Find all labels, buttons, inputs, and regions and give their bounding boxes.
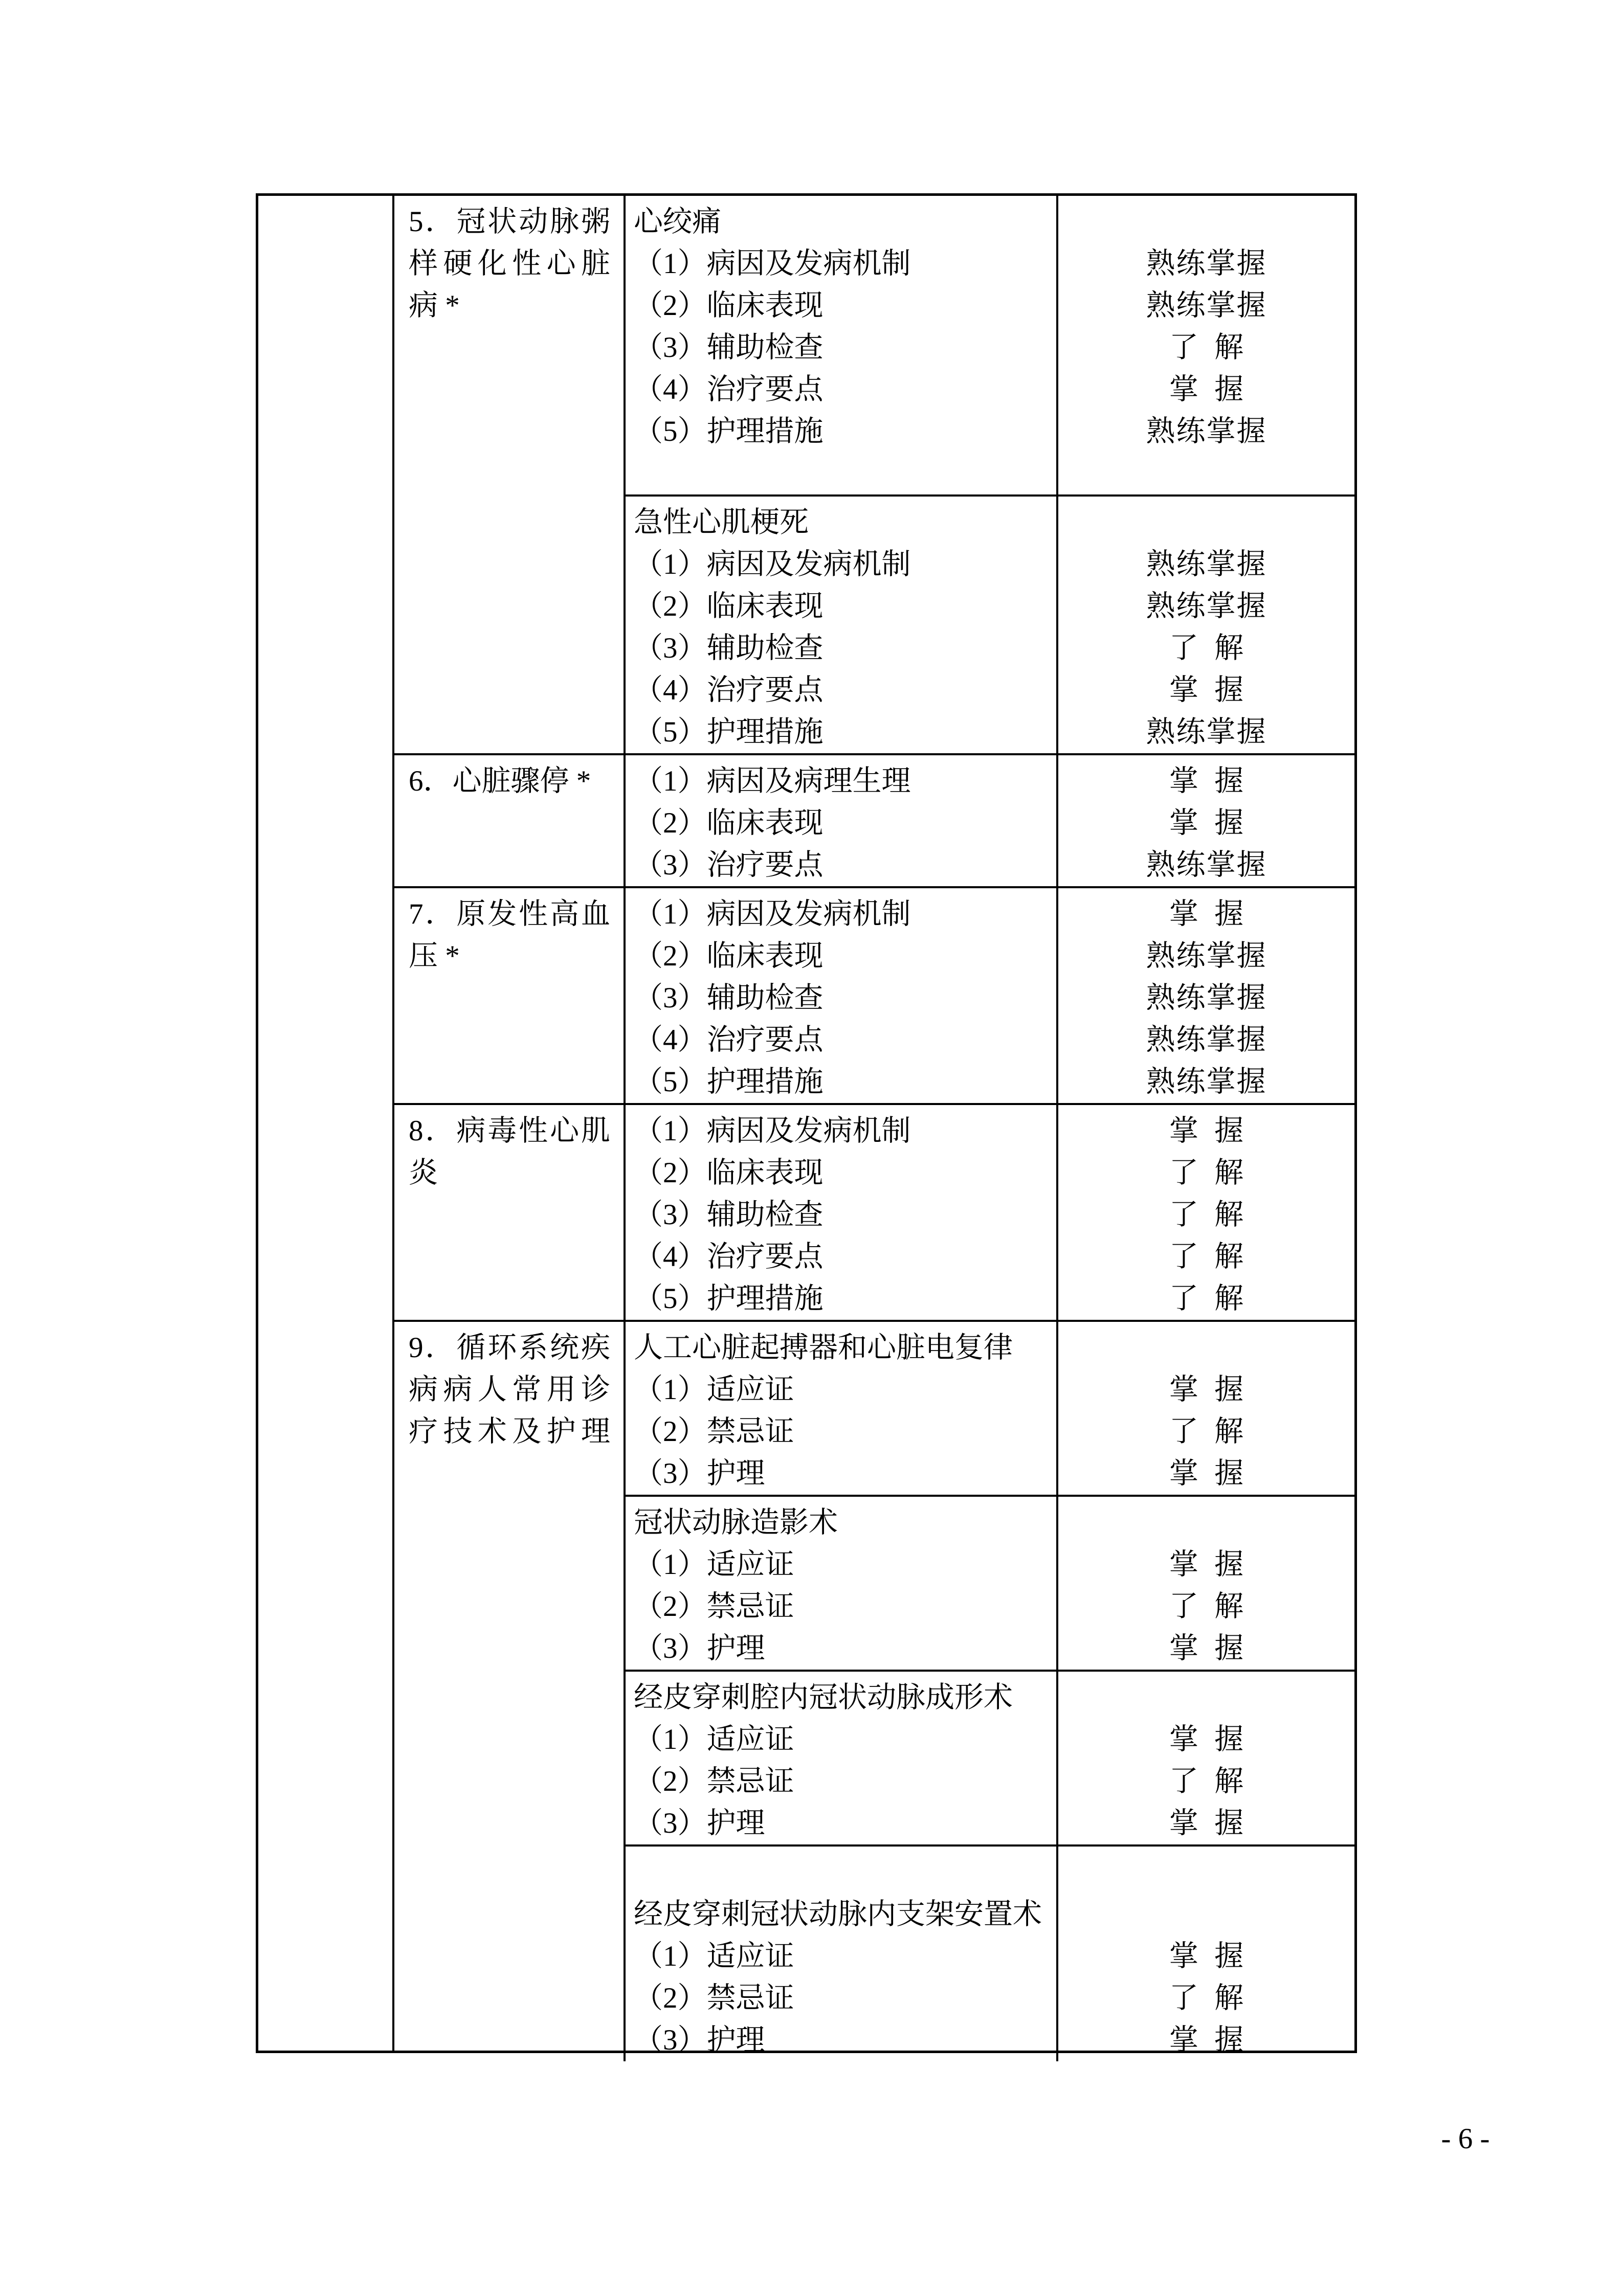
test-point-text: （2）临床表现 xyxy=(634,940,824,972)
table-section xyxy=(394,1322,1354,2061)
requirement-level: 了解 xyxy=(1169,1765,1260,1797)
requirement-level: 掌握 xyxy=(1169,1723,1260,1755)
topic-line: 6．心脏骤停 * xyxy=(409,765,591,797)
content-block xyxy=(626,1847,1354,2061)
test-points-cell xyxy=(626,1105,1056,1320)
topic-line: 9．循环系统疾 xyxy=(409,1332,610,1364)
requirement-level: 熟练掌握 xyxy=(1146,982,1267,1014)
requirement-cell xyxy=(1056,1105,1354,1320)
test-point-text: （2）禁忌证 xyxy=(634,1590,794,1623)
table-section xyxy=(394,888,1354,1105)
requirement-level: 掌握 xyxy=(1169,1548,1260,1581)
requirement-level: 了解 xyxy=(1169,331,1260,364)
requirement-level: 熟练掌握 xyxy=(1146,548,1267,580)
test-point-text: （2）禁忌证 xyxy=(634,1415,794,1448)
requirement-level: 熟练掌握 xyxy=(1146,849,1267,881)
requirement-level: 了解 xyxy=(1169,1199,1260,1231)
test-point-text: （1）病因及发病机制 xyxy=(634,548,911,580)
test-point-text: （2）临床表现 xyxy=(634,1157,824,1189)
topic-cell xyxy=(394,1322,626,2061)
test-point-text: （1）病因及发病机制 xyxy=(634,247,911,280)
topic-line: 7．原发性高血 xyxy=(409,898,610,930)
requirement-level xyxy=(1058,453,1354,494)
content-block xyxy=(626,1105,1354,1320)
requirement-cell xyxy=(1056,1497,1354,1670)
requirement-level: 了解 xyxy=(1169,1241,1260,1273)
topic-line: 病 * xyxy=(409,289,460,322)
test-point-text: （1）适应证 xyxy=(634,1940,794,1972)
test-point-text: 急性心肌梗死 xyxy=(634,506,809,538)
test-point-text: （1）病因及发病机制 xyxy=(634,898,911,930)
topic-line: 病病人常用诊 xyxy=(409,1374,610,1406)
requirement-cell xyxy=(1056,755,1354,886)
requirement-level: 了解 xyxy=(1169,1415,1260,1448)
table-section xyxy=(394,196,1354,755)
test-points-cell xyxy=(626,1497,1056,1670)
requirement-level: 熟练掌握 xyxy=(1146,940,1267,972)
test-points-cell xyxy=(626,497,1056,753)
syllabus-table xyxy=(256,193,1357,2056)
requirement-level xyxy=(1058,502,1354,544)
requirement-cell xyxy=(1056,1847,1354,2061)
test-point-text: （1）适应证 xyxy=(634,1374,794,1406)
requirement-level xyxy=(1058,1502,1354,1544)
table-section xyxy=(394,1105,1354,1322)
requirement-level: 掌握 xyxy=(1169,1115,1260,1147)
test-point-text: （4）治疗要点 xyxy=(634,1241,824,1273)
test-point-text: （5）护理措施 xyxy=(634,1282,824,1315)
test-point-text: （4）治疗要点 xyxy=(634,674,824,706)
content-block xyxy=(626,1672,1354,1847)
content-block xyxy=(626,755,1354,886)
topic-line: 样硬化性心脏 xyxy=(409,247,610,280)
blocks-column xyxy=(626,196,1354,753)
blocks-column xyxy=(626,1105,1354,1320)
test-point-text: （5）护理措施 xyxy=(634,716,824,748)
requirement-level xyxy=(1058,1327,1354,1369)
requirement-level xyxy=(1058,1677,1354,1719)
content-block xyxy=(626,497,1354,753)
requirement-level xyxy=(1058,1894,1354,1935)
test-point-text: （3）治疗要点 xyxy=(634,849,824,881)
test-points-cell xyxy=(626,1672,1056,1844)
topic-cell xyxy=(394,888,626,1103)
test-point-text: （4）治疗要点 xyxy=(634,373,824,406)
test-point-text: （3）辅助检查 xyxy=(634,632,824,664)
requirement-level: 掌握 xyxy=(1169,807,1260,839)
test-points-cell xyxy=(626,1322,1056,1495)
test-point-text: （3）护理 xyxy=(634,1457,765,1490)
topic-line: 压 * xyxy=(409,940,460,972)
topic-line: 5．冠状动脉粥 xyxy=(409,206,610,238)
test-point-text: （3）护理 xyxy=(634,1632,765,1664)
topic-cell xyxy=(394,196,626,753)
requirement-level xyxy=(1058,201,1354,243)
requirement-level: 了解 xyxy=(1169,1982,1260,2014)
content-block xyxy=(626,888,1354,1103)
topic-line: 8．病毒性心肌 xyxy=(409,1115,610,1147)
requirement-level: 掌握 xyxy=(1169,1457,1260,1490)
test-point-text: （2）临床表现 xyxy=(634,807,824,839)
blocks-column xyxy=(626,888,1354,1103)
blocks-column xyxy=(626,1322,1354,2061)
test-point-text: （3）辅助检查 xyxy=(634,331,824,364)
requirement-level: 熟练掌握 xyxy=(1146,415,1267,447)
requirement-cell xyxy=(1056,196,1354,494)
test-point-text xyxy=(634,1852,1056,1894)
requirement-level: 熟练掌握 xyxy=(1146,247,1267,280)
test-points-cell xyxy=(626,755,1056,886)
requirement-level: 了解 xyxy=(1169,1590,1260,1623)
test-point-text: （5）护理措施 xyxy=(634,415,824,447)
test-point-text: 冠状动脉造影术 xyxy=(634,1506,838,1539)
blocks-column xyxy=(626,755,1354,886)
requirement-cell xyxy=(1056,497,1354,753)
test-point-text: （3）护理 xyxy=(634,2024,765,2056)
test-point-text: 经皮穿刺腔内冠状动脉成形术 xyxy=(634,1681,1013,1714)
topic-line: 疗技术及护理 xyxy=(409,1415,610,1448)
requirement-level: 掌握 xyxy=(1169,1374,1260,1406)
test-point-text: （1）适应证 xyxy=(634,1548,794,1581)
requirement-level: 掌握 xyxy=(1169,674,1260,706)
requirement-cell xyxy=(1056,1322,1354,1495)
table-section xyxy=(394,755,1354,888)
content-block xyxy=(626,1497,1354,1672)
table-body xyxy=(394,196,1354,2056)
test-point-text: （3）护理 xyxy=(634,1807,765,1839)
requirement-level: 了解 xyxy=(1169,1282,1260,1315)
requirement-level: 掌握 xyxy=(1169,2024,1260,2056)
test-point-text: 经皮穿刺冠状动脉内支架安置术 xyxy=(634,1898,1042,1930)
test-point-text xyxy=(634,453,1056,494)
requirement-level: 掌握 xyxy=(1169,765,1260,797)
requirement-level: 掌握 xyxy=(1169,1940,1260,1972)
content-block xyxy=(626,196,1354,497)
page-number: - 6 - xyxy=(1441,2123,1490,2155)
requirement-level: 熟练掌握 xyxy=(1146,1024,1267,1056)
test-point-text: （1）病因及发病机制 xyxy=(634,1115,911,1147)
content-block xyxy=(626,1322,1354,1497)
topic-cell xyxy=(394,1105,626,1320)
test-point-text: （2）临床表现 xyxy=(634,289,824,322)
requirement-level: 掌握 xyxy=(1169,373,1260,406)
requirement-level: 熟练掌握 xyxy=(1146,1066,1267,1098)
test-point-text: （4）治疗要点 xyxy=(634,1024,824,1056)
requirement-level: 掌握 xyxy=(1169,898,1260,930)
test-point-text: 人工心脏起搏器和心脏电复律 xyxy=(634,1332,1013,1364)
test-point-text: （2）临床表现 xyxy=(634,590,824,622)
test-points-cell xyxy=(626,196,1056,494)
test-point-text: （5）护理措施 xyxy=(634,1066,824,1098)
test-point-text: （2）禁忌证 xyxy=(634,1982,794,2014)
requirement-level: 掌握 xyxy=(1169,1632,1260,1664)
requirement-level: 熟练掌握 xyxy=(1146,590,1267,622)
empty-merged-cell xyxy=(258,196,394,2051)
test-points-cell xyxy=(626,1847,1056,2061)
test-point-text: （1）适应证 xyxy=(634,1723,794,1755)
requirement-level: 熟练掌握 xyxy=(1146,289,1267,322)
test-point-text: （3）辅助检查 xyxy=(634,982,824,1014)
test-point-text: 心绞痛 xyxy=(634,206,721,238)
requirement-level: 了解 xyxy=(1169,632,1260,664)
requirement-cell xyxy=(1056,888,1354,1103)
requirement-level xyxy=(1058,1852,1354,1894)
requirement-level: 了解 xyxy=(1169,1157,1260,1189)
test-points-cell xyxy=(626,888,1056,1103)
requirement-cell xyxy=(1056,1672,1354,1844)
topic-cell xyxy=(394,755,626,886)
topic-line: 炎 xyxy=(409,1157,438,1189)
requirement-level: 熟练掌握 xyxy=(1146,716,1267,748)
test-point-text: （1）病因及病理生理 xyxy=(634,765,911,797)
requirement-level: 掌握 xyxy=(1169,1807,1260,1839)
test-point-text: （3）辅助检查 xyxy=(634,1199,824,1231)
test-point-text: （2）禁忌证 xyxy=(634,1765,794,1797)
